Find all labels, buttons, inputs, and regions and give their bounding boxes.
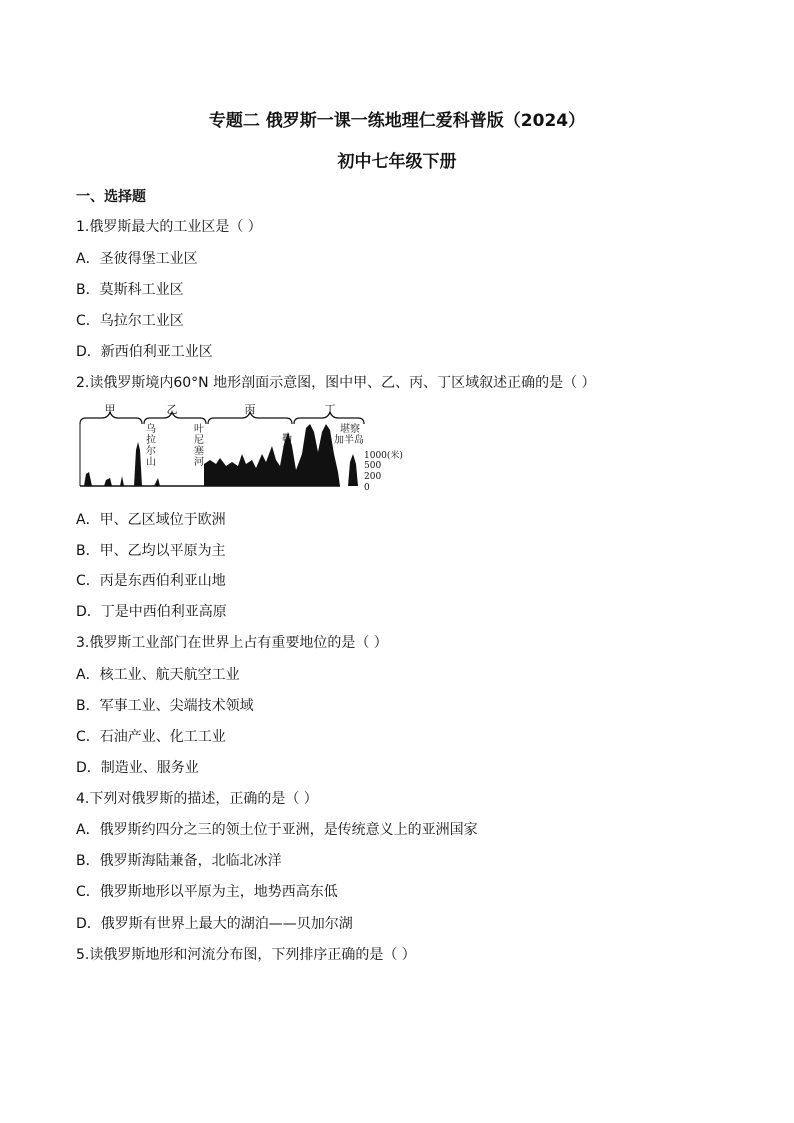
answer-option: C．石油产业、化工工业 — [76, 729, 226, 745]
answer-option: C．丙是东西伯利亚山地 — [76, 573, 226, 589]
svg-text:叶: 叶 — [194, 424, 204, 435]
answer-option: A．圣彼得堡工业区 — [76, 251, 198, 267]
answer-option: C．俄罗斯地形以平原为主，地势西高东低 — [76, 884, 338, 900]
terrain-profile-kamchatka — [348, 454, 358, 486]
answer-option: D．俄罗斯有世界上最大的湖泊——贝加尔湖 — [76, 916, 353, 932]
answer-option: A．核工业、航天航空工业 — [76, 667, 240, 683]
answer-option: D．新西伯利亚工业区 — [76, 344, 213, 360]
answer-option: A．俄罗斯约四分之三的领土位于亚洲，是传统意义上的亚洲国家 — [76, 822, 478, 838]
svg-text:河: 河 — [282, 456, 292, 467]
question-stem: 3.俄罗斯工业部门在世界上占有重要地位的是（ ） — [76, 635, 388, 651]
svg-text:尔: 尔 — [146, 446, 156, 457]
region-label-jia: 甲 — [104, 403, 116, 416]
label-ural — [146, 422, 156, 468]
terrain-profile-west — [80, 442, 204, 486]
label-yenisei — [194, 422, 204, 468]
answer-option: A．甲、乙区域位于欧洲 — [76, 512, 226, 528]
terrain-profile-diagram — [76, 402, 416, 494]
answer-option: B．军事工业、尖端技术领域 — [76, 698, 254, 714]
section-heading: 一、选择题 — [76, 189, 146, 205]
answer-option: B．莫斯科工业区 — [76, 282, 184, 298]
svg-text:乌: 乌 — [146, 424, 156, 435]
question-stem: 1.俄罗斯最大的工业区是（ ） — [76, 219, 262, 235]
svg-text:拉: 拉 — [146, 435, 156, 446]
page-subtitle: 初中七年级下册 — [337, 152, 457, 172]
label-kamchatka — [334, 422, 364, 446]
terrain-profile-east — [204, 424, 340, 486]
answer-option: B．俄罗斯海陆兼备，北临北冰洋 — [76, 853, 282, 869]
svg-text:山: 山 — [146, 457, 156, 468]
svg-text:河: 河 — [194, 457, 204, 468]
scale-label: 200 — [364, 472, 382, 482]
region-label-bing: 丙 — [244, 403, 256, 416]
scale-label: 0 — [364, 483, 370, 493]
answer-option: D．制造业、服务业 — [76, 760, 199, 776]
question-stem: 2.读俄罗斯境内60°N 地形剖面示意图，图中甲、乙、丙、丁区域叙述正确的是（ ） — [76, 375, 596, 391]
label-lena — [282, 432, 292, 467]
question-stem: 4.下列对俄罗斯的描述，正确的是（ ） — [76, 791, 318, 807]
scale-label: 500 — [364, 461, 382, 471]
question-stem: 5.读俄罗斯地形和河流分布图，下列排序正确的是（ ） — [76, 947, 416, 963]
svg-text:勒: 勒 — [282, 434, 292, 445]
page-title: 专题二 俄罗斯一课一练地理仁爱科普版（2024） — [208, 111, 586, 131]
answer-option: D．丁是中西伯利亚高原 — [76, 604, 227, 620]
answer-option: C．乌拉尔工业区 — [76, 313, 184, 329]
terrain-profile-figure — [76, 402, 416, 494]
svg-text:塞: 塞 — [194, 446, 204, 457]
elevation-scale — [364, 449, 403, 493]
svg-text:加半岛: 加半岛 — [334, 435, 364, 446]
scale-label: 1000(米) — [364, 451, 403, 461]
svg-text:拿: 拿 — [282, 445, 292, 456]
svg-text:堪察: 堪察 — [340, 424, 360, 435]
answer-option: B．甲、乙均以平原为主 — [76, 543, 226, 559]
svg-text:尼: 尼 — [194, 435, 204, 446]
region-label-yi: 乙 — [166, 403, 178, 416]
region-label-ding: 丁 — [324, 403, 336, 416]
